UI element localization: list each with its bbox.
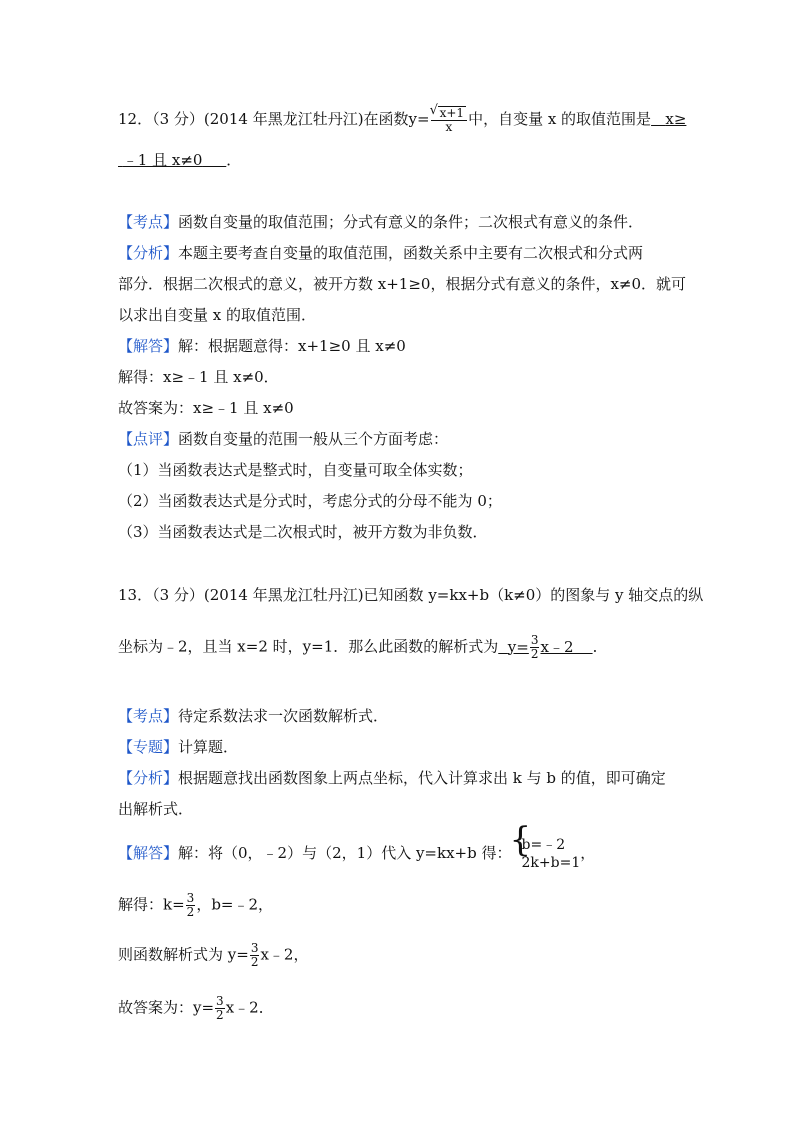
q13-fenxi-tag: 【分析】: [118, 769, 179, 787]
q12-func-y: y=: [408, 110, 430, 128]
q12-jiede: 解得：x≥﹣1 且 x≠0．: [118, 368, 279, 386]
q13-stem-end: ．: [592, 637, 608, 656]
q12-fenxi-3: 以求出自变量 x 的取值范围．: [118, 306, 316, 324]
q13-jiede-fraction: $\frac{3}{2}$: [186, 891, 195, 919]
q12-sqrt: √ x+1: [438, 106, 466, 120]
q13-stem-line2: [118, 634, 608, 661]
q12-gudaan: 故答案为：x≥﹣1 且 x≠0: [118, 399, 294, 417]
q12-fenxi-tag: 【分析】: [118, 244, 179, 262]
q13-fenxi-1: [118, 768, 666, 788]
q12-dianping-text: 函数自变量的范围一般从三个方面考虑：: [178, 430, 449, 448]
q13-jieda-tag: 【解答】: [118, 844, 179, 862]
q12-point-3: （3）当函数表达式是二次根式时，被开方数为非负数．: [118, 523, 488, 541]
q13-gu-fraction: $\frac{3}{2}$: [216, 994, 224, 1022]
q13-zefn-b: x﹣2，: [260, 945, 309, 964]
q12-dianping: [118, 429, 448, 449]
q13-zefn-fraction: $\frac{3}{2}$: [250, 941, 259, 969]
q13-jiede-b: ，b=﹣2，: [196, 895, 274, 914]
q12-stem-line1: [118, 106, 686, 134]
q13-sys-end: ，: [580, 844, 596, 862]
q13-zefn-a: 则函数解析式为 y=: [118, 945, 249, 964]
q13-jieda: [118, 836, 595, 872]
q13-equation-system: { b=﹣2 2k+b=1: [512, 836, 581, 872]
q13-answer: y= $\frac{3}{2}$ x﹣2: [507, 633, 574, 661]
q12-answer-a: x≥: [665, 110, 687, 128]
q13-stem-2a: 坐标为﹣2，且当 x=2 时，y=1．那么此函数的解析式为: [118, 637, 499, 656]
q12-kaodian-tag: 【考点】: [118, 213, 179, 231]
q12-answer-b: ﹣1 且 x≠0: [122, 151, 203, 169]
q13-zhuanti-text: 计算题．: [178, 738, 239, 756]
q13-zefn: [118, 942, 308, 969]
q13-zhuanti-tag: 【专题】: [118, 738, 179, 756]
q12-jieda-tag: 【解答】: [118, 337, 179, 355]
q12-point-2: （2）当函数表达式是分式时，考虑分式的分母不能为 0；: [118, 492, 502, 510]
q12-den: x: [445, 120, 453, 134]
q12-stem-a: 12．（3 分）(2014 年黑龙江牡丹江)在函数: [118, 110, 409, 128]
q12-stem-end: ．: [226, 151, 242, 169]
q12-fenxi-text-1: 本题主要考查自变量的取值范围，函数关系中主要有二次根式和分式两: [178, 244, 644, 262]
q13-jiede: [118, 892, 273, 919]
q13-zhuanti: [118, 737, 238, 757]
q13-kaodian-tag: 【考点】: [118, 707, 179, 725]
q13-fenxi-2: 出解析式．: [118, 800, 194, 818]
q13-kaodian-text: 待定系数法求一次函数解析式．: [178, 707, 389, 725]
q13-gu-b: x﹣2．: [225, 998, 274, 1017]
q13-gu-a: 故答案为：y=: [118, 998, 215, 1017]
q13-jiede-a: 解得：k=: [118, 895, 185, 914]
q13-stem-line1: 13．（3 分）(2014 年黑龙江牡丹江)已知函数 y=kx+b（k≠0）的图象与 y 轴交点的纵: [118, 586, 704, 604]
q13-jieda-text: 解：将（0，﹣2）与（2，1）代入 y=kx+b 得：: [178, 844, 512, 862]
q12-point-1: （1）当函数表达式是整式时，自变量可取全体实数；: [118, 461, 473, 479]
q12-kaodian-text: 函数自变量的取值范围；分式有意义的条件；二次根式有意义的条件．: [178, 213, 644, 231]
q12-fenxi-1: [118, 243, 643, 263]
q12-function-fraction: [431, 106, 467, 134]
q12-jieda: [118, 336, 406, 356]
q13-fenxi-text-1: 根据题意找出函数图象上两点坐标，代入计算求出 k 与 b 的值，即可确定: [178, 769, 666, 787]
q13-kaodian: [118, 706, 388, 726]
q12-fenxi-2: 部分．根据二次根式的意义，被开方数 x+1≥0，根据分式有意义的条件，x≠0．就可: [118, 275, 687, 293]
q13-gudaan: [118, 995, 274, 1022]
q12-stem-b: 中，自变量 x 的取值范围是: [468, 110, 652, 128]
q12-jieda-text: 解：根据题意得：x+1≥0 且 x≠0: [178, 337, 406, 355]
q12-kaodian: [118, 212, 643, 232]
q12-stem-line2: [118, 150, 241, 170]
q12-dianping-tag: 【点评】: [118, 430, 179, 448]
